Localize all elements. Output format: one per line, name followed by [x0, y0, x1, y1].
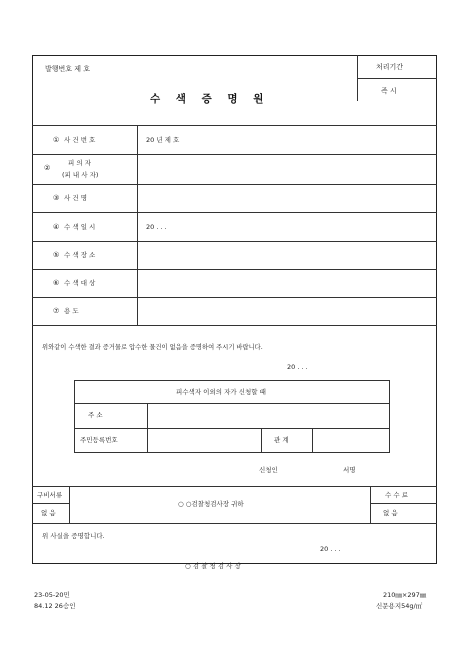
inner-col-line: [312, 428, 313, 453]
field-label-search-datetime: 수 색 일 시: [64, 223, 96, 231]
certify-text: 위 사실을 증명합니다.: [42, 532, 105, 540]
field-num: ⑦: [53, 307, 60, 315]
table-top-line: [32, 125, 437, 126]
row-line: [32, 269, 437, 270]
relation-label: 관 계: [274, 436, 289, 444]
footer-size: 210㎜×297㎜: [383, 591, 427, 599]
row-line: [32, 212, 437, 213]
inner-row-line: [74, 428, 390, 429]
field-num: ④: [53, 223, 60, 231]
row-line: [32, 297, 437, 298]
rrn-label: 주민등록번호: [80, 436, 118, 444]
form-frame: [32, 55, 437, 564]
field-label-search-target: 수 색 대 상: [64, 279, 96, 287]
fee-label: 수 수 료: [385, 491, 408, 499]
address-label: 주 소: [88, 411, 103, 419]
fee-row-right-divider: [370, 486, 371, 523]
page-title: 수 색 증 명 원: [150, 93, 270, 105]
table-bottom-line: [32, 325, 437, 326]
fee-row-mid-left: [32, 503, 69, 504]
issue-number: 발행번호 제 호: [45, 65, 91, 73]
required-docs-label: 구비서류: [37, 491, 63, 499]
third-party-title: 피수색자 이외의 자가 신청할 때: [176, 388, 266, 396]
fee-row-top-line: [32, 486, 437, 487]
certifier: ○ 검 찰 청 검 사 장: [185, 562, 241, 570]
footer-paper: 신문용지54g/㎡: [376, 602, 423, 610]
table-label-divider: [137, 125, 138, 325]
field-label-case-name: 사 건 명: [64, 194, 87, 202]
certify-date: 20 . . .: [320, 545, 341, 553]
field-label-suspect: 피 의 자: [68, 159, 91, 167]
field-value-case-number: 20 년 제 호: [146, 136, 180, 144]
row-line: [32, 154, 437, 155]
field-label-search-place: 수 색 장 소: [64, 251, 96, 259]
processing-period-value: 즉 시: [381, 87, 397, 95]
field-value-search-datetime: 20 . . .: [146, 223, 167, 231]
fee-row-left-divider: [69, 486, 70, 523]
request-date: 20 . . .: [287, 363, 308, 371]
fee-row-mid-right: [370, 503, 437, 504]
inner-col-line: [261, 428, 262, 453]
field-num: ⑤: [53, 251, 60, 259]
footer-approval: 84.12 26승인: [34, 602, 76, 610]
header-mid-line: [357, 78, 437, 79]
field-num: ③: [53, 194, 60, 202]
fee-value: 없 음: [383, 509, 398, 517]
inner-row-line: [74, 403, 390, 404]
fee-row-bottom-line: [32, 523, 437, 524]
field-num: ①: [53, 136, 60, 144]
footer-code: 23-05-20민: [34, 591, 70, 599]
field-label-case-number: 사 건 번 호: [64, 136, 96, 144]
field-num: ②: [44, 164, 51, 172]
field-label-purpose: 용 도: [64, 307, 79, 315]
processing-period-label: 처리기간: [376, 63, 404, 71]
applicant-label: 신청인: [259, 466, 278, 474]
row-line: [32, 184, 437, 185]
field-num: ⑥: [53, 279, 60, 287]
field-sublabel-suspect: (피 내 사 자): [62, 171, 99, 179]
inner-col-line: [147, 403, 148, 453]
request-text: 위와같이 수색한 결과 증거물로 압수한 물건이 없음을 증명하여 주시기 바랍니다.: [42, 344, 263, 351]
addressee: ○ ○검찰청검사장 귀하: [178, 500, 244, 508]
signature-label: 서명: [343, 466, 356, 474]
required-docs-value: 없 음: [41, 509, 56, 517]
row-line: [32, 241, 437, 242]
